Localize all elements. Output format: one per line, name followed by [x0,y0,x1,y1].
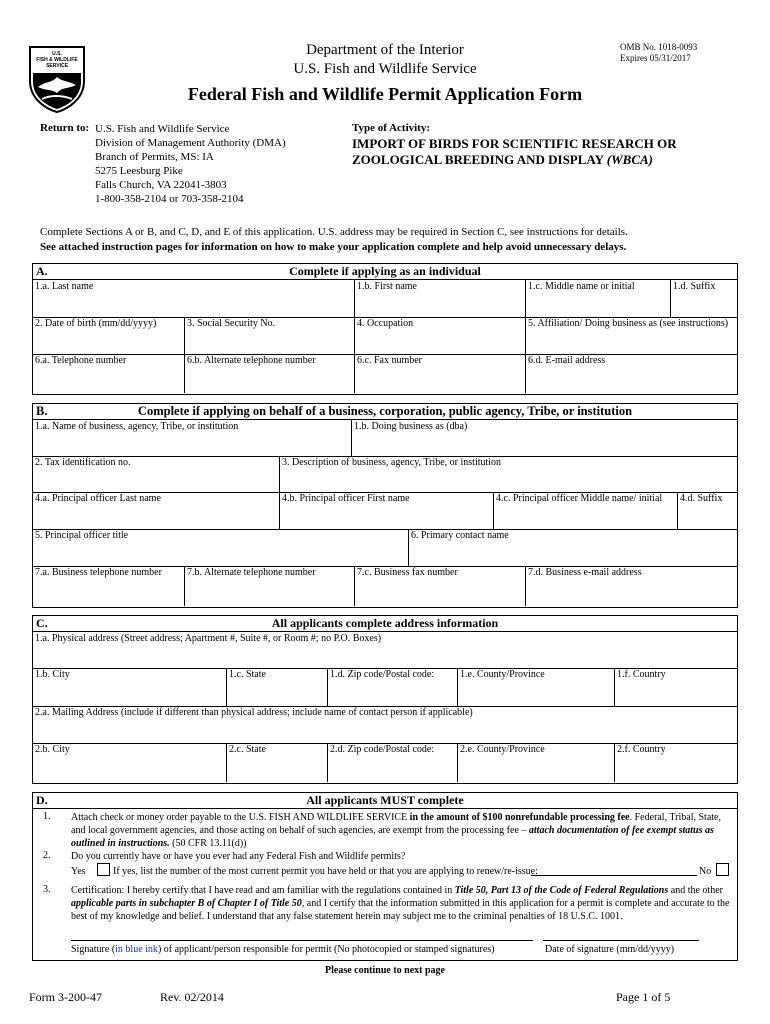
fax-field[interactable]: 6.c. Fax number [355,354,526,393]
intro-line-2: See attached instruction pages for information on how to make your application complete and help avoid unnecessary delays. [40,241,627,253]
item-3-number: 3. [43,884,51,895]
item-1-text-a2: . Federal, Tribal, State, [629,812,721,823]
permit-number-input[interactable] [531,875,697,876]
ssn-field[interactable]: 3. Social Security No. [185,317,355,354]
alt-telephone-field[interactable]: 6.b. Alternate telephone number [185,354,355,393]
item-1-cfr: (50 CFR 13.11(d)) [169,838,247,849]
item-2-question: Do you currently have or have you ever had any Federal Fish and Wildlife permits? [71,851,406,862]
item-1-outlined: outlined in instructions. [71,838,170,849]
item-1-line-1 [71,811,737,824]
section-d [32,792,738,961]
email-field[interactable]: 6.d. E-mail address [528,355,606,366]
section-d-header [33,793,737,809]
item-3-subchapter: applicable parts in subchapter B of Chapter I of Title 50 [71,898,302,909]
state-field[interactable]: 1.c. State [227,668,328,706]
item-1-fee: in the amount of $100 nonrefundable processing fee [409,812,630,823]
activity-line-2 [352,152,653,168]
first-name-field[interactable]: 1.b. First name [355,280,526,317]
item-1-text [71,811,737,850]
no-label: No [699,866,712,877]
section-b-header [33,404,737,420]
affiliation-field[interactable]: 5. Affiliation/ Doing business as (see instructions) [528,318,729,329]
item-3-text-b: , and I certify that the information submitted in this application for a permit is complete and accurate to the [301,898,730,909]
item-3-text-c: best of my knowledge and belief. I understand that any false statement herein may subject me to the criminal penalties of 18 U.S.C. 1001. [71,911,623,922]
logo-text-3: SERVICE [46,63,68,69]
section-a-title: Complete if applying as an individual [289,264,481,278]
item-3-line-3 [71,910,737,923]
activity-line-2-text: ZOOLOGICAL BREEDING AND DISPLAY [352,152,607,167]
item-3-text [71,884,737,923]
business-name-field[interactable]: 1.a. Name of business, agency, Tribe, or institution [33,420,352,456]
form-number: Form 3-200-47 [29,990,102,1004]
activity-label: Type of Activity: [352,122,431,134]
officer-title-field[interactable]: 5. Principal officer title [33,529,409,566]
section-b-row-3 [33,492,737,530]
item-1-number: 1. [43,811,51,822]
no-checkbox[interactable] [716,863,729,876]
logo-text-1: U.S. [52,51,62,57]
item-3-text-a: Certification: I hereby certify that I have read and am familiar with the regulations contained in [71,885,455,896]
section-c-row-1 [33,632,737,669]
dba-field[interactable]: 1.b. Doing business as (dba) [354,421,468,432]
section-b [32,403,738,608]
expiration-date: Expires 05/31/2017 [620,53,691,63]
telephone-field[interactable]: 6.a. Telephone number [33,354,185,393]
item-2-number: 2. [43,850,51,861]
return-address [95,122,286,206]
city-field[interactable]: 1.b. City [33,668,227,706]
section-b-letter: B. [36,404,48,418]
signature-label-pre: Signature ( [71,944,116,955]
section-b-row-2 [33,456,737,493]
section-a-header [33,264,737,280]
section-c-row-2 [33,668,737,707]
signature-label [71,943,495,956]
mailing-country-field[interactable]: 2.f. Country [617,744,666,755]
yes-checkbox[interactable] [97,863,110,876]
section-d-letter: D. [36,793,48,807]
section-b-row-1 [33,420,737,457]
service-name: U.S. Fish and Wildlife Service [293,61,477,77]
section-a-letter: A. [36,264,48,278]
middle-name-field[interactable]: 1.c. Middle name or initial [526,280,671,317]
item-3-regulations: Title 50, Part 13 of the Code of Federal Regulations [454,885,669,896]
section-a-row-1 [33,280,737,318]
item-1-text-a: Attach check or money order payable to the U.S. FISH AND WILDLIFE SERVICE [71,812,410,823]
intro-line-1: Complete Sections A or B, and C, D, and E of this application. U.S. address may be required in Section C, see instructions for details. [40,226,628,238]
signature-date-label: Date of signature (mm/dd/yyyy) [545,944,675,955]
mailing-city-field[interactable]: 2.b. City [33,743,227,782]
return-address-line: Branch of Permits, MS: IA [95,151,214,163]
officer-middle-name-field[interactable]: 4.c. Principal officer Middle name/ initial [494,492,678,529]
signature-date-input[interactable] [543,940,699,941]
suffix-field[interactable]: 1.d. Suffix [673,281,716,292]
item-3-text-a2: and the other [668,885,723,896]
officer-last-name-field[interactable]: 4.a. Principal officer Last name [33,492,280,529]
zip-code-field[interactable]: 1.d. Zip code/Postal code: [328,668,458,706]
mailing-address-field[interactable]: 2.a. Mailing Address (include if different than physical address; include name of contact person if applicable) [35,707,473,718]
section-b-row-5 [33,566,737,606]
item-1-fee-exempt: attach documentation of fee exempt status as [528,825,714,836]
business-telephone-field[interactable]: 7.a. Business telephone number [33,566,185,606]
primary-contact-field[interactable]: 6. Primary contact name [411,530,509,541]
section-c-row-4 [33,743,737,782]
department-name: Department of the Interior [306,42,464,58]
occupation-field[interactable]: 4. Occupation [355,317,526,354]
yes-label: Yes [71,866,86,877]
return-address-line: 1-800-358-2104 or 703-358-2104 [95,193,244,205]
section-c-row-3 [33,706,737,744]
date-of-birth-field[interactable]: 2. Date of birth (mm/dd/yyyy) [33,317,185,354]
return-to-label: Return to: [40,122,90,134]
business-description-field[interactable]: 3. Description of business, agency, Tribe, or institution [282,457,502,468]
return-address-line: Division of Management Authority (DMA) [95,137,286,149]
physical-address-field[interactable]: 1.a. Physical address (Street address; Apartment #, Suite #, or Room #; no P.O. Boxes) [35,633,382,644]
officer-suffix-field[interactable]: 4.d. Suffix [680,493,723,504]
form-title: Federal Fish and Wildlife Permit Application Form [187,84,583,104]
return-address-line: Falls Church, VA 22041-3803 [95,179,227,191]
item-1-line-2 [71,824,737,837]
revision-date: Rev. 02/2014 [160,990,224,1004]
section-b-title: Complete if applying on behalf of a business, corporation, public agency, Tribe, or institution [137,404,633,418]
country-field[interactable]: 1.f. Country [617,669,666,680]
item-1-line-3 [71,837,737,850]
activity-line-1: IMPORT OF BIRDS FOR SCIENTIFIC RESEARCH OR [352,136,677,151]
section-b-row-4 [33,529,737,567]
item-3-line-2 [71,897,737,910]
mailing-county-field[interactable]: 2.e. County/Province [458,743,615,782]
mailing-state-field[interactable]: 2.c. State [227,743,328,782]
business-alt-telephone-field[interactable]: 7.b. Alternate telephone number [185,566,355,606]
return-address-line: 5275 Leesburg Pike [95,165,183,177]
signature-input[interactable] [71,940,533,941]
activity-line-2-italic: (WBCA) [606,152,653,167]
section-c [32,615,738,784]
section-a-row-2 [33,317,737,355]
section-c-letter: C. [36,616,48,630]
section-c-title: All applicants complete address information [271,616,499,630]
section-d-title: All applicants MUST complete [306,793,464,807]
business-email-field[interactable]: 7.d. Business e-mail address [528,567,642,578]
section-a-row-3 [33,354,737,393]
officer-first-name-field[interactable]: 4.b. Principal officer First name [280,492,494,529]
return-address-line: U.S. Fish and Wildlife Service [95,123,230,135]
omb-number: OMB No. 1018-0093 [620,42,698,52]
logo-text-2: FISH & WILDLIFE [36,57,78,63]
continue-note: Please continue to next page [325,965,445,976]
signature-blue-ink: in blue ink [115,944,158,955]
tax-id-field[interactable]: 2. Tax identification no. [33,456,280,492]
mailing-zip-code-field[interactable]: 2.d. Zip code/Postal code: [328,743,458,782]
business-fax-field[interactable]: 7.c. Business fax number [355,566,526,606]
item-2-detail: If yes, list the number of the most current permit you have held or that you are applying to renew/re-issue: [113,866,538,877]
county-field[interactable]: 1.e. County/Province [458,668,615,706]
item-1-text-b: and local government agencies, and those acting on behalf of such agencies, are exempt from the processing fee – [71,825,529,836]
signature-label-post: ) of applicant/person responsible for permit (No photocopied or stamped signatures) [157,944,495,955]
section-a [32,263,738,395]
last-name-field[interactable]: 1.a. Last name [33,280,355,317]
page-number: Page 1 of 5 [616,990,671,1004]
item-3-line-1 [71,884,737,897]
section-c-header [33,616,737,632]
